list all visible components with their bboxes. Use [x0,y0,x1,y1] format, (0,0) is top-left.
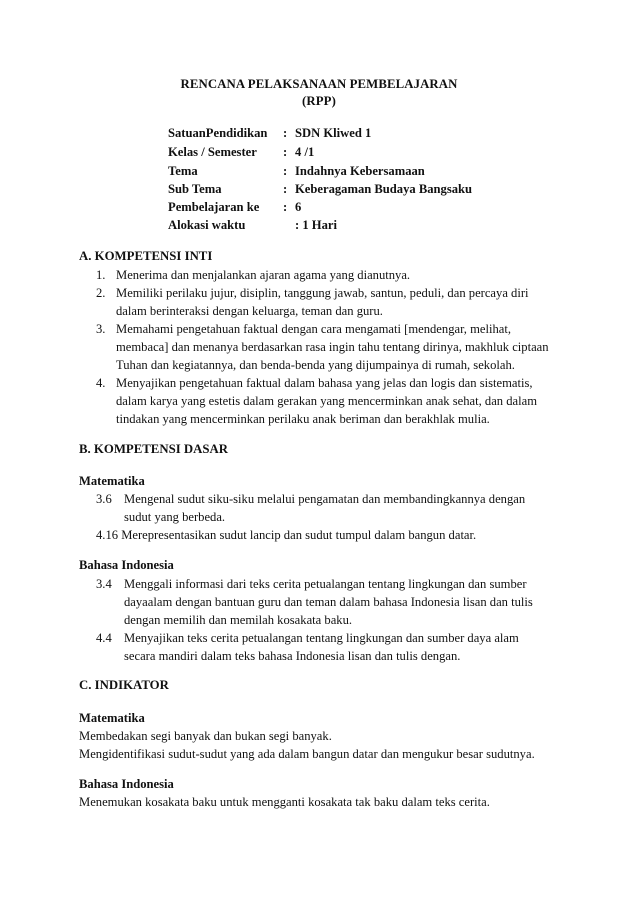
list-item-line: dalam berinteraksi dengan keluarga, teman dan guru. [116,304,383,318]
kd-number: 3.4 [96,577,112,591]
indikator-line: Membedakan segi banyak dan bukan segi banyak. [79,729,332,743]
section-heading-kompetensi-inti: A. KOMPETENSI INTI [79,249,213,263]
identity-colon: : [283,200,288,214]
kd-item-line: Menyajikan teks cerita petualangan tentang lingkungan dan sumber daya alam [124,631,519,645]
identity-key: Kelas / Semester [168,145,257,159]
kd-number: 4.4 [96,631,112,645]
kd-item-line: dayaalam dengan bantuan guru dan teman dalam bahasa Indonesia lisan dan tulis [124,595,533,609]
subject-heading-bahasa-indonesia: Bahasa Indonesia [79,777,174,791]
list-item-line: Memiliki perilaku jujur, disiplin, tanggung jawab, santun, peduli, dan percaya diri [116,286,529,300]
identity-colon: : [283,164,288,178]
kd-item-line: dengan memilih dan memilah kosakata baku. [124,613,353,627]
indikator-line: Menemukan kosakata baku untuk mengganti kosakata tak baku dalam teks cerita. [79,795,490,809]
document-subtitle: (RPP) [302,94,336,108]
subject-heading-bahasa-indonesia: Bahasa Indonesia [79,558,174,572]
list-number: 1. [96,268,106,282]
section-heading-kompetensi-dasar: B. KOMPETENSI DASAR [79,442,228,456]
kd-number: 3.6 [96,492,112,506]
document-title: RENCANA PELAKSANAAN PEMBELAJARAN [180,77,458,91]
identity-key: Alokasi waktu [168,218,246,232]
identity-value: 4 /1 [295,145,315,159]
identity-colon: : [283,182,288,196]
list-item-line: tindakan yang mencerminkan perilaku anak beriman dan berakhlak mulia. [116,412,490,426]
kd-item-line: sudut yang berbeda. [124,510,226,524]
list-number: 2. [96,286,106,300]
kd-item-line: Menggali informasi dari teks cerita petualangan tentang lingkungan dan sumber [124,577,527,591]
identity-key: Tema [168,164,198,178]
list-number: 4. [96,376,106,390]
identity-value: Keberagaman Budaya Bangsaku [295,182,473,196]
list-item-line: Memahami pengetahuan faktual dengan cara mengamati [mendengar, melihat, [116,322,511,336]
section-heading-indikator: C. INDIKATOR [79,678,169,692]
list-item-line: Tuhan dan kegiatannya, dan benda-benda yang dijumpainya di rumah, sekolah. [116,358,515,372]
identity-value: Indahnya Kebersamaan [295,164,425,178]
subject-heading-matematika: Matematika [79,711,145,725]
identity-key: Sub Tema [168,182,222,196]
identity-colon: : [283,145,288,159]
kd-item-line: secara mandiri dalam teks bahasa Indonesia lisan dan tulis dengan. [124,649,461,663]
list-item-line: dalam karya yang estetis dalam gerakan yang mencerminkan anak sehat, dan dalam [116,394,538,408]
identity-key: Pembelajaran ke [168,200,260,214]
kd-item-line: 4.16 Merepresentasikan sudut lancip dan sudut tumpul dalam bangun datar. [96,528,477,542]
list-number: 3. [96,322,106,336]
identity-colon: : [283,126,288,140]
subject-heading-matematika: Matematika [79,474,145,488]
list-item-line: membaca] dan menanya berdasarkan rasa ingin tahu tentang dirinya, makhluk ciptaan [116,340,549,354]
identity-value: SDN Kliwed 1 [295,126,372,140]
identity-value: : 1 Hari [295,218,337,232]
identity-value: 6 [295,200,302,214]
list-item-line: Menerima dan menjalankan ajaran agama yang dianutnya. [116,268,411,282]
identity-key: SatuanPendidikan [168,126,268,140]
list-item-line: Menyajikan pengetahuan faktual dalam bahasa yang jelas dan logis dan sistematis, [116,376,533,390]
indikator-line: Mengidentifikasi sudut-sudut yang ada dalam bangun datar dan mengukur besar sudutnya. [79,747,535,761]
kd-item-line: Mengenal sudut siku-siku melalui pengamatan dan membandingkannya dengan [124,492,526,506]
